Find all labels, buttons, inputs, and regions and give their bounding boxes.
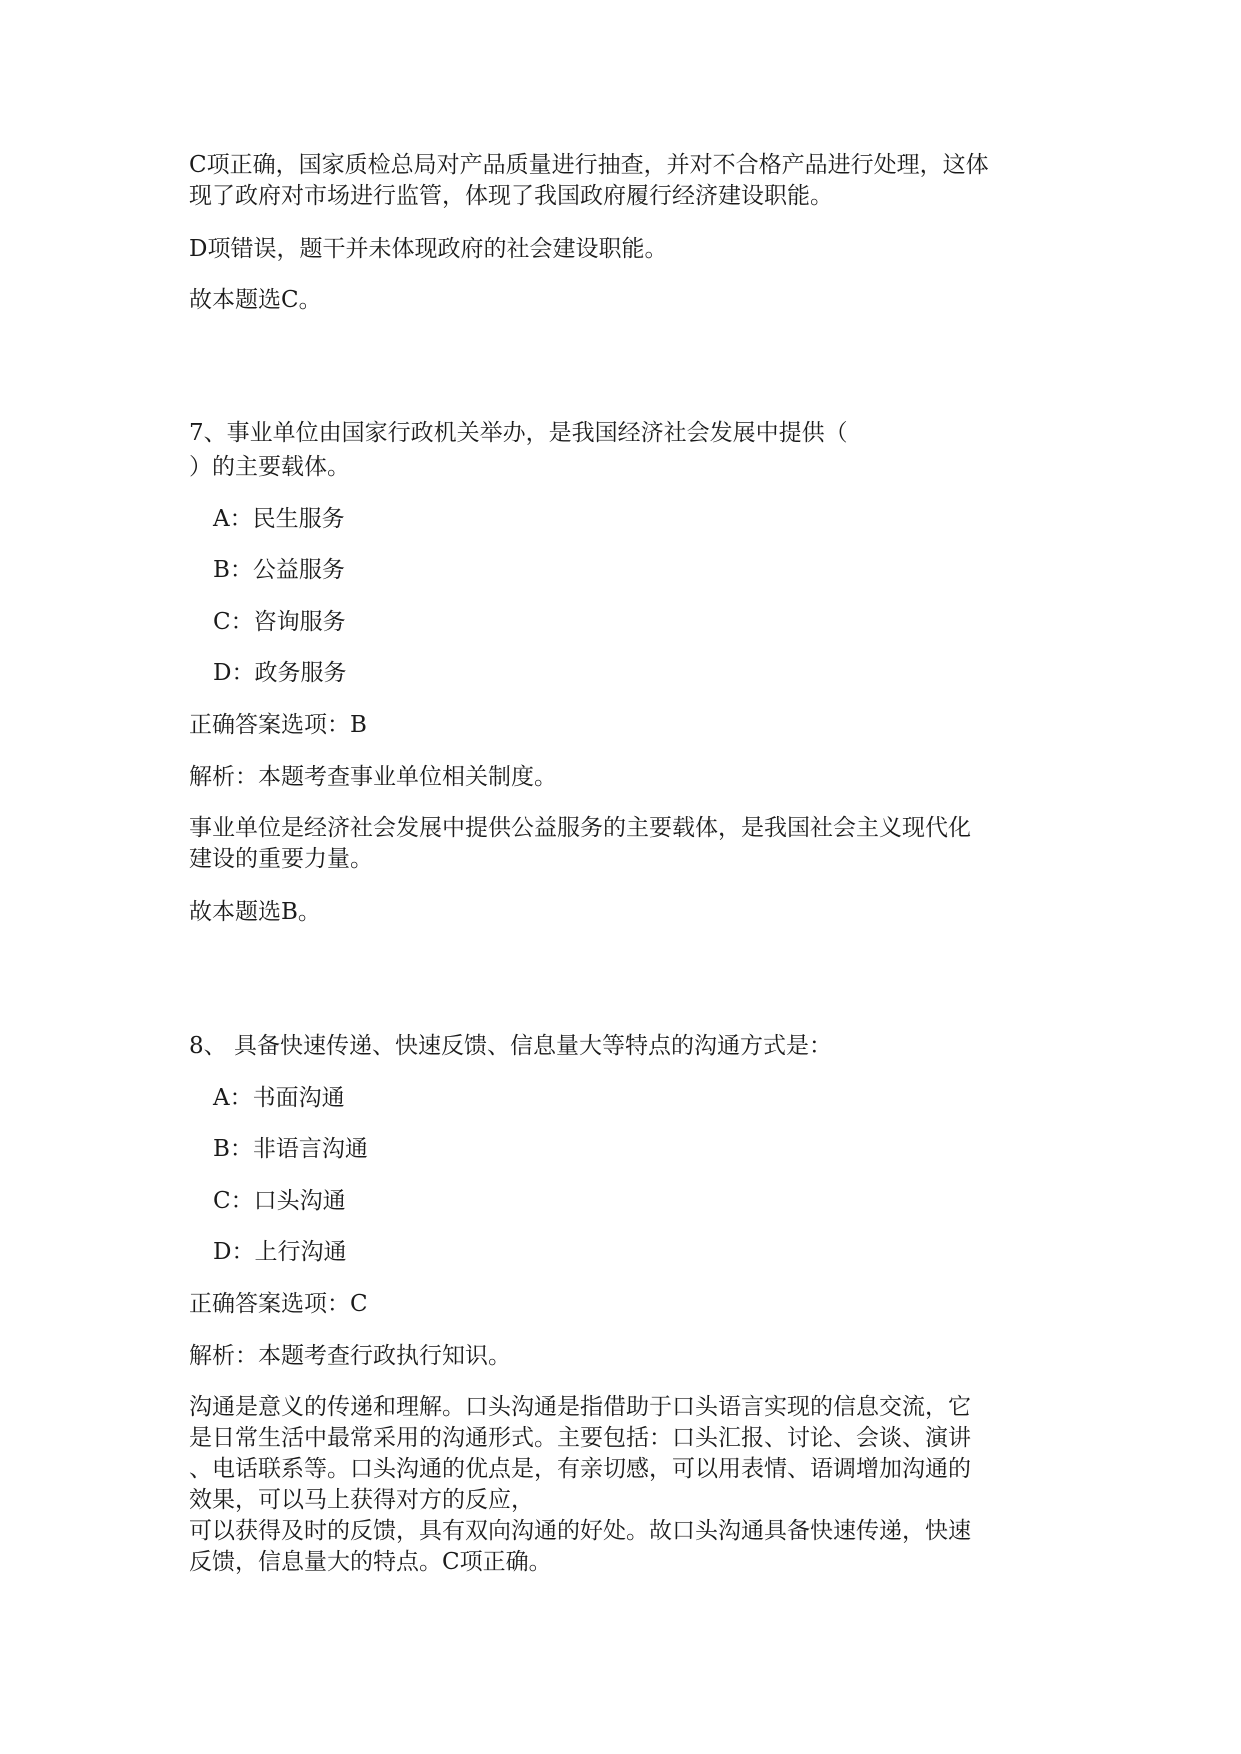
q7-answer: 正确答案选项：B [189,712,367,738]
q7-stem-line1: 7、事业单位由国家行政机关举办，是我国经济社会发展中提供（ [189,420,848,446]
q7-option-c: C：咨询服务 [213,609,346,635]
q8-explain-line6: 反馈，信息量大的特点。C项正确。 [189,1549,552,1575]
prev-explanation-d-line: D项错误，题干并未体现政府的社会建设职能。 [189,236,668,262]
prev-explanation-c-line1: C项正确，国家质检总局对产品质量进行抽查，并对不合格产品进行处理，这体 [189,152,989,178]
q7-option-b: B：公益服务 [213,557,345,583]
q8-explain-line2: 是日常生活中最常采用的沟通形式。主要包括：口头汇报、讨论、会谈、演讲 [189,1425,971,1451]
q7-explain-line1: 事业单位是经济社会发展中提供公益服务的主要载体，是我国社会主义现代化 [189,815,971,841]
q8-option-a: A：书面沟通 [213,1085,345,1111]
q8-option-b: B：非语言沟通 [213,1136,368,1162]
q7-stem-line2: ）的主要载体。 [189,454,350,480]
q7-conclusion: 故本题选B。 [189,899,321,925]
prev-conclusion: 故本题选C。 [189,287,322,313]
prev-explanation-c-line2: 现了政府对市场进行监管，体现了我国政府履行经济建设职能。 [189,183,833,209]
q7-analysis: 解析：本题考查事业单位相关制度。 [189,764,557,790]
q7-explain-line2: 建设的重要力量。 [189,846,373,872]
q8-explain-line5: 可以获得及时的反馈，具有双向沟通的好处。故口头沟通具备快速传递，快速 [189,1518,971,1544]
q7-option-d: D：政务服务 [213,660,347,686]
q8-explain-line1: 沟通是意义的传递和理解。口头沟通是指借助于口头语言实现的信息交流，它 [189,1394,971,1420]
q7-option-a: A：民生服务 [213,506,345,532]
q8-stem: 8、 具备快速传递、快速反馈、信息量大等特点的沟通方式是： [189,1033,832,1059]
q8-option-c: C：口头沟通 [213,1188,346,1214]
q8-explain-line3: 、电话联系等。口头沟通的优点是，有亲切感，可以用表情、语调增加沟通的 [189,1456,971,1482]
q8-answer: 正确答案选项：C [189,1291,368,1317]
q8-analysis: 解析：本题考查行政执行知识。 [189,1343,511,1369]
q8-option-d: D：上行沟通 [213,1239,347,1265]
q8-explain-line4: 效果，可以马上获得对方的反应， [189,1487,534,1513]
